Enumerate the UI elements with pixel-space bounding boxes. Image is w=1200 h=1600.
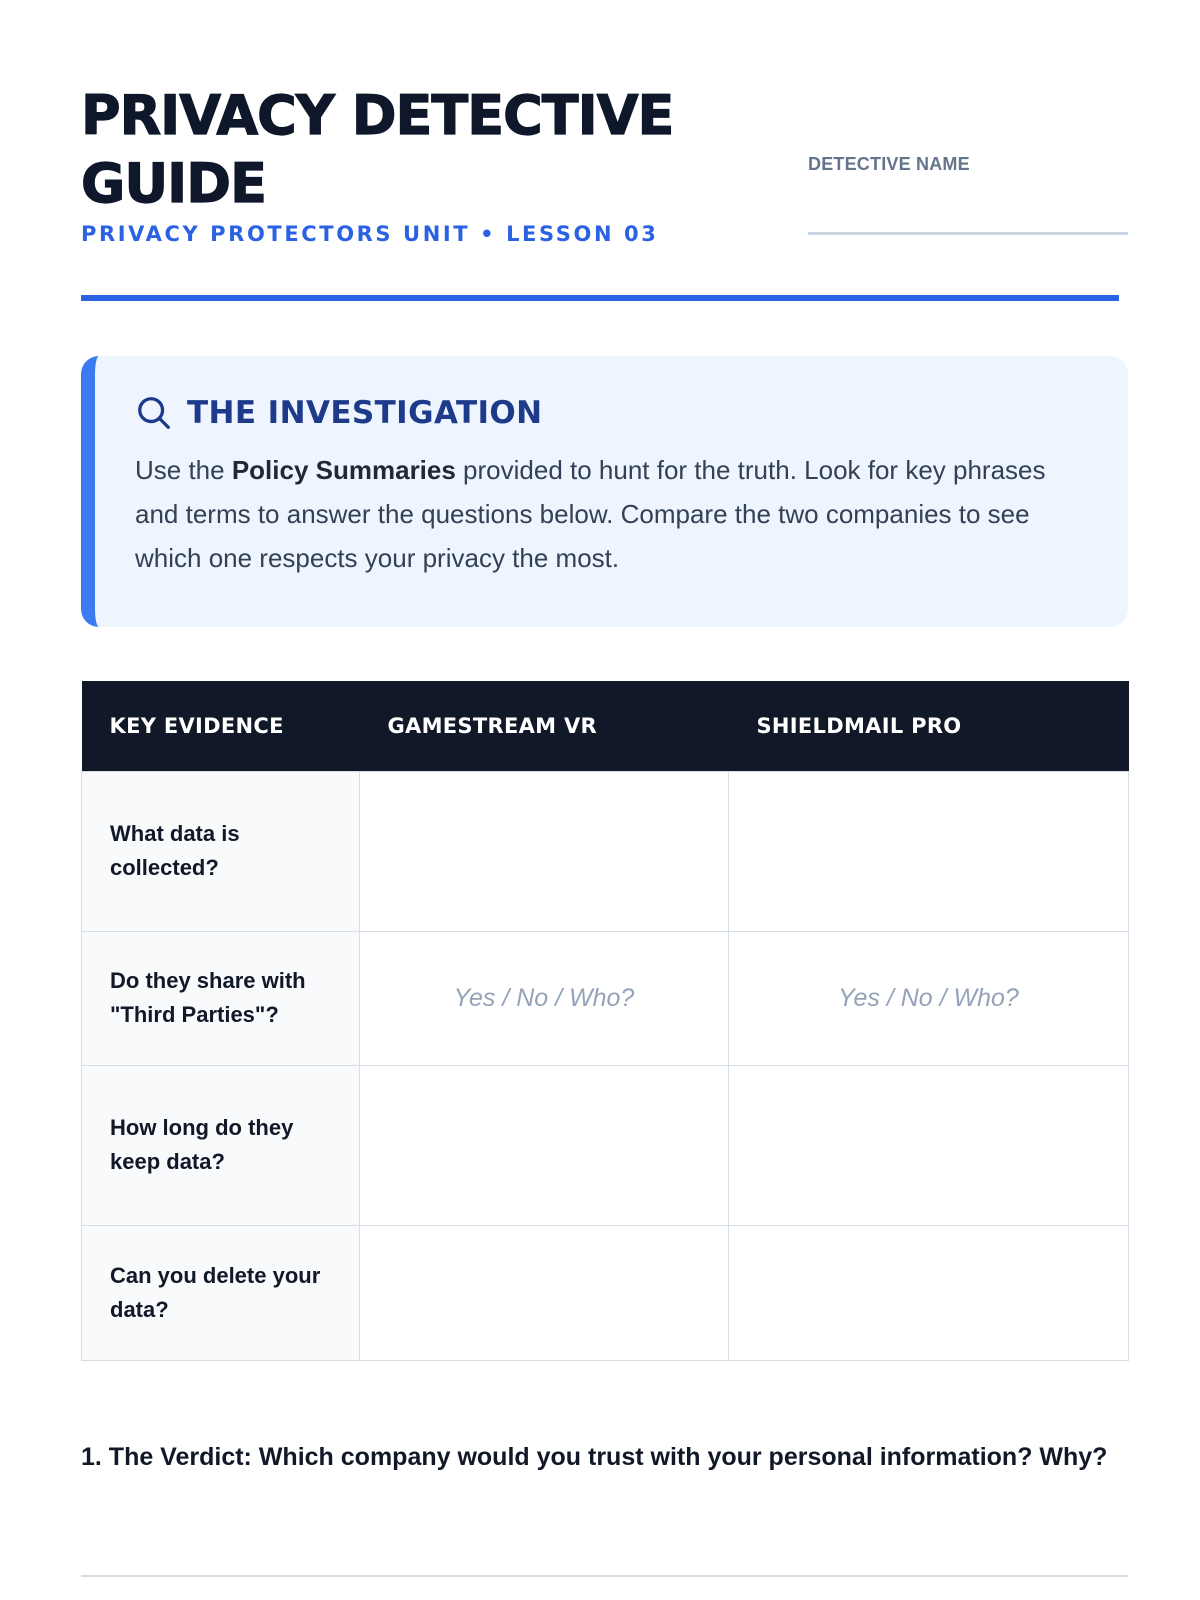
verdict-answer-line[interactable] — [81, 1575, 1128, 1577]
page-title: PRIVACY DETECTIVE GUIDE — [81, 84, 674, 215]
answer-cell-shieldmail[interactable] — [729, 1225, 1129, 1360]
investigation-title: THE INVESTIGATION — [187, 395, 543, 431]
evidence-table — [81, 681, 1129, 1361]
evidence-question: What data is collected? — [82, 771, 360, 931]
answer-cell-gamestream[interactable] — [360, 771, 729, 931]
table-header-row — [82, 681, 1129, 771]
column-header-gamestream-vr: GAMESTREAM VR — [360, 681, 729, 771]
evidence-question: How long do they keep data? — [82, 1065, 360, 1225]
table-row — [82, 771, 1129, 931]
answer-cell-gamestream[interactable]: Yes / No / Who? — [360, 931, 729, 1065]
detective-name-input-line[interactable] — [808, 232, 1128, 235]
detective-name-field — [808, 154, 1128, 235]
detective-name-label: DETECTIVE NAME — [808, 154, 970, 174]
evidence-question: Can you delete your data? — [82, 1225, 360, 1360]
instructions-text-end: provided to hunt for the truth. Look for key phrases and terms to answer the questions below. Compare the two companies to see which one respects your privacy the most. — [135, 455, 1046, 573]
table-row — [82, 931, 1129, 1065]
instructions-text-start: Use the — [135, 455, 232, 485]
table-row — [82, 1225, 1129, 1360]
search-icon — [135, 394, 173, 432]
column-header-key-evidence: KEY EVIDENCE — [82, 681, 360, 771]
page-subtitle: PRIVACY PROTECTORS UNIT • LESSON 03 — [81, 222, 659, 246]
column-header-shieldmail-pro: SHIELDMAIL PRO — [729, 681, 1129, 771]
answer-cell-shieldmail[interactable] — [729, 771, 1129, 931]
answer-cell-gamestream[interactable] — [360, 1065, 729, 1225]
investigation-instructions — [135, 448, 1088, 580]
answer-cell-shieldmail[interactable]: Yes / No / Who? — [729, 931, 1129, 1065]
investigation-header — [135, 394, 1088, 432]
table-row — [82, 1065, 1129, 1225]
answer-cell-shieldmail[interactable] — [729, 1065, 1129, 1225]
answer-cell-gamestream[interactable] — [360, 1225, 729, 1360]
evidence-question: Do they share with "Third Parties"? — [82, 931, 360, 1065]
instructions-highlight: Policy Summaries — [231, 455, 456, 485]
header — [81, 82, 1119, 301]
verdict-question: 1. The Verdict: Which company would you trust with your personal information? Why? — [81, 1443, 1108, 1471]
investigation-box — [81, 356, 1128, 627]
